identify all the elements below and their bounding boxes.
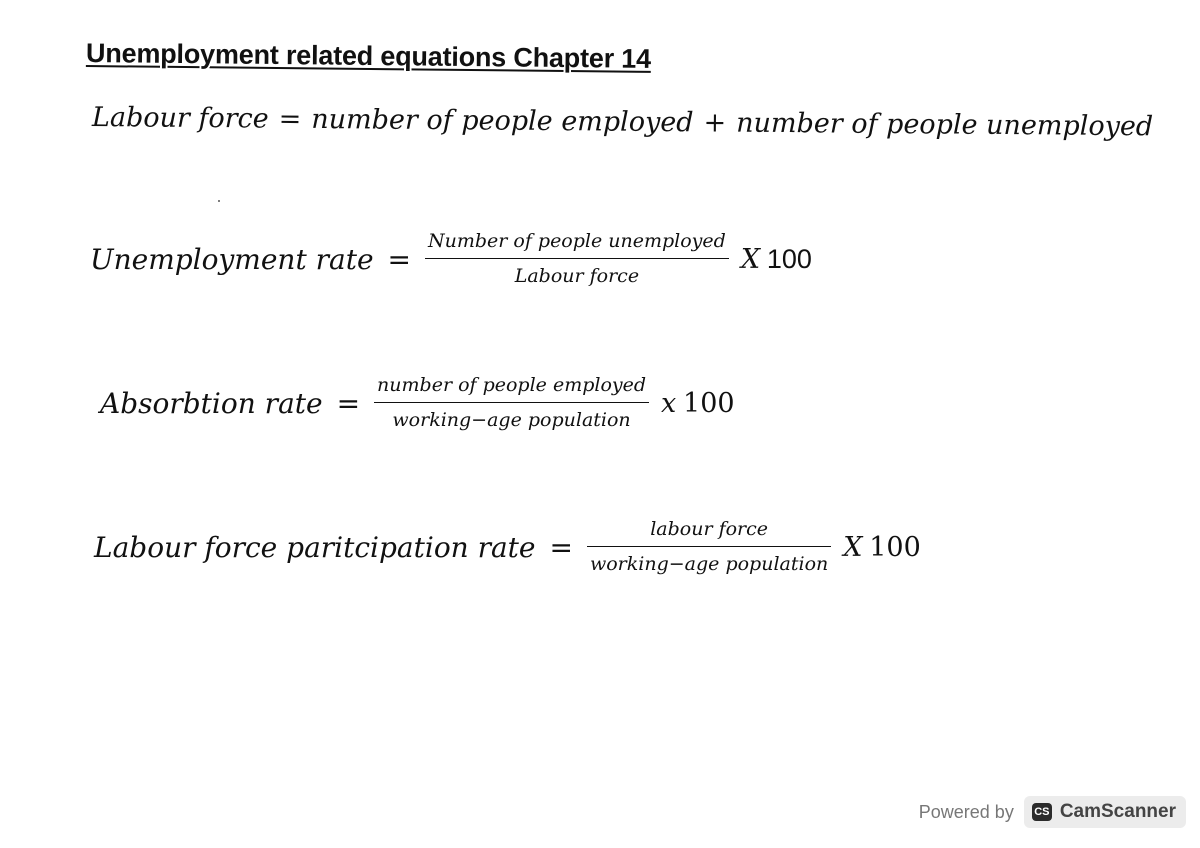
fraction-denominator: Labour force — [514, 265, 640, 288]
times-symbol: X — [843, 531, 863, 563]
equals-sign: = — [336, 386, 361, 420]
unemployed-term: number of people unemployed — [736, 107, 1154, 143]
multiplier-value: 100 — [766, 243, 812, 274]
camscanner-logo-icon: CS — [1032, 803, 1052, 821]
equation-lhs: Unemployment rate — [90, 242, 374, 276]
equals-sign: = — [549, 530, 573, 564]
equals-sign: = — [387, 242, 411, 276]
fraction-bar — [587, 546, 831, 548]
equation-lhs: Absorbtion rate — [100, 386, 323, 420]
times-symbol: X — [740, 243, 761, 275]
participation-rate-equation — [94, 518, 921, 576]
fraction-denominator: working−age population — [392, 409, 631, 432]
fraction-numerator: labour force — [650, 518, 769, 540]
times-symbol: x — [661, 387, 677, 419]
scan-speck — [218, 200, 220, 202]
multiplier — [843, 532, 921, 563]
multiplier — [741, 244, 812, 275]
multiplier-value: 100 — [683, 387, 735, 419]
scanner-watermark — [919, 796, 1186, 828]
multiplier-value: 100 — [869, 531, 921, 563]
equals-sign: = — [278, 103, 302, 135]
unemployment-rate-equation — [90, 230, 812, 288]
fraction — [374, 374, 649, 432]
fraction — [587, 518, 831, 576]
plus-sign: + — [703, 107, 727, 139]
page-title: Unemployment related equations Chapter 14 — [85, 38, 652, 74]
fraction-numerator: Number of people unemployed — [427, 230, 726, 252]
powered-by-label: Powered by — [918, 801, 1014, 822]
fraction — [425, 230, 729, 288]
camscanner-brand-name: CamScanner — [1059, 801, 1176, 822]
fraction-denominator: working−age population — [589, 553, 829, 576]
multiplier — [661, 388, 735, 419]
equation-lhs: Labour force — [91, 102, 269, 135]
fraction-numerator: number of people employed — [377, 374, 647, 396]
absorbtion-rate-equation — [100, 374, 735, 432]
fraction-bar — [374, 402, 649, 404]
fraction-bar — [425, 258, 729, 260]
labour-force-equation — [92, 102, 1153, 142]
equation-lhs: Labour force paritcipation rate — [94, 530, 536, 564]
employed-term: number of people employed — [311, 103, 694, 139]
camscanner-badge — [1024, 796, 1186, 828]
